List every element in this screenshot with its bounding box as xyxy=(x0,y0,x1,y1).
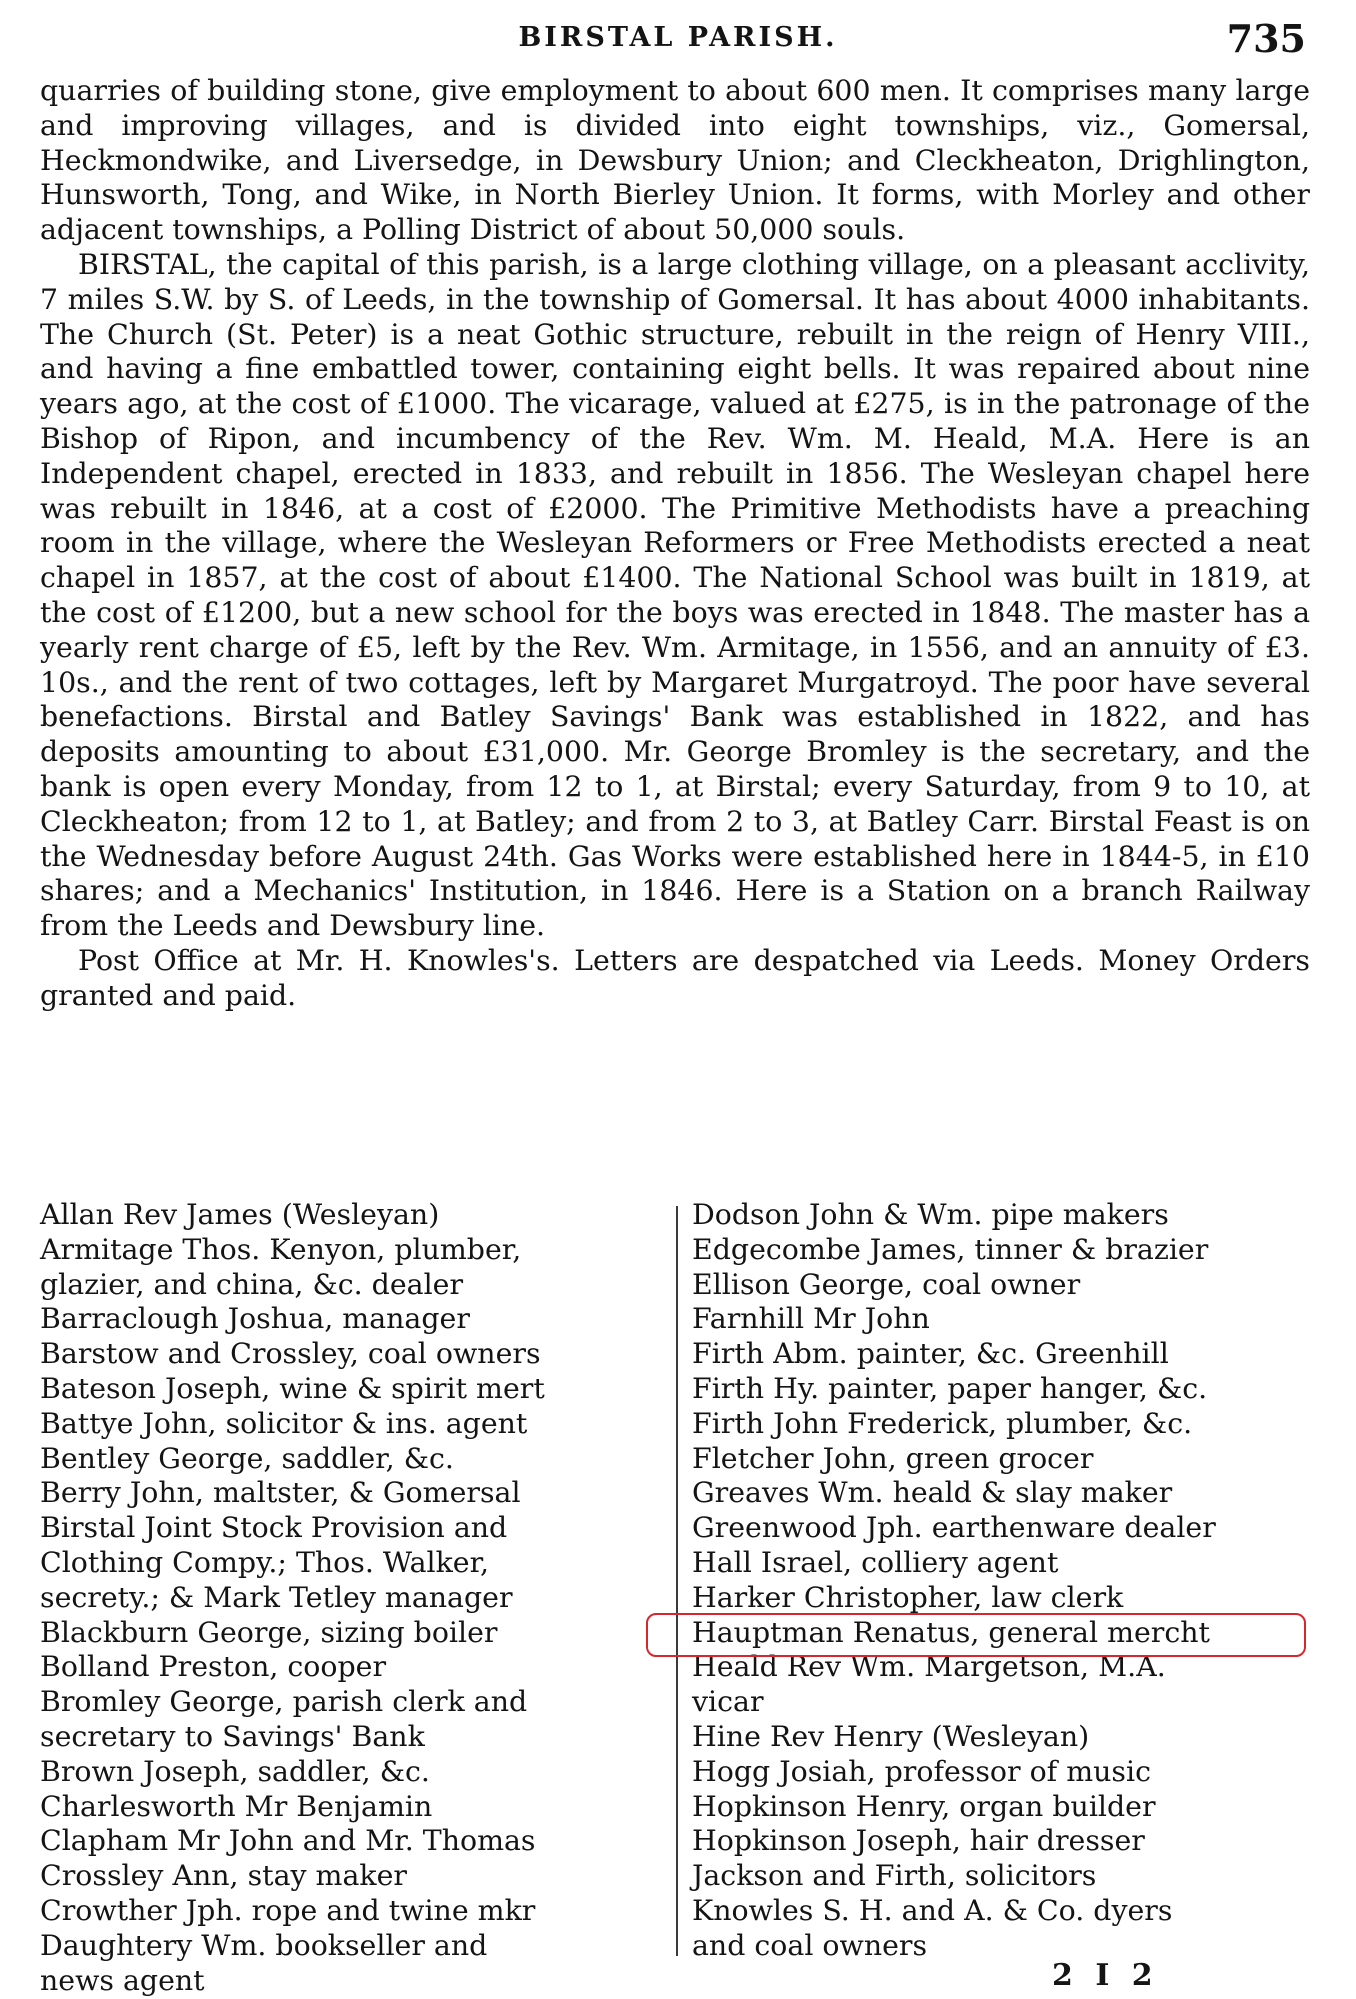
entry-line: Bolland Preston, cooper xyxy=(40,1650,387,1684)
directory-entry xyxy=(692,1581,1320,1616)
directory-entry xyxy=(692,1302,1320,1337)
directory-entry xyxy=(692,1372,1320,1407)
entry-continuation: secrety.; & Mark Tetley manager xyxy=(40,1580,513,1614)
entry-line: Blackburn George, sizing boiler xyxy=(40,1615,498,1649)
page-number: 735 xyxy=(1226,16,1306,61)
directory-entry xyxy=(40,1476,662,1511)
highlight-box xyxy=(646,1613,1306,1657)
entry-line: Barraclough Joshua, manager xyxy=(40,1302,470,1336)
directory-entry xyxy=(40,1859,662,1894)
entry-line: Daughtery Wm. bookseller and xyxy=(40,1928,488,1962)
directory-entry xyxy=(692,1442,1320,1477)
signature-mark: 2 I 2 xyxy=(1052,1958,1159,1993)
directory-entry xyxy=(40,1372,662,1407)
directory-entry xyxy=(692,1407,1320,1442)
entry-line: Berry John, maltster, & Gomersal xyxy=(40,1476,521,1510)
entry-line: Dodson John & Wm. pipe makers xyxy=(692,1198,1169,1231)
entry-line: Jackson and Firth, solicitors xyxy=(692,1859,1097,1893)
directory-entry xyxy=(692,1894,1320,1964)
entry-line: Barstow and Crossley, coal owners xyxy=(40,1337,541,1371)
directory-entry xyxy=(40,1198,662,1233)
entry-line: Hopkinson Henry, organ builder xyxy=(692,1789,1156,1823)
entry-continuation: secretary to Savings' Bank xyxy=(40,1719,425,1753)
entry-line: Brown Joseph, saddler, &c. xyxy=(40,1754,430,1788)
directory-entry xyxy=(40,1233,662,1303)
entry-line: Greenwood Jph. earthenware dealer xyxy=(692,1511,1216,1545)
directory-entry xyxy=(40,1790,662,1825)
column-divider xyxy=(676,1206,678,1956)
entry-line: Fletcher John, green grocer xyxy=(692,1441,1094,1475)
entry-line: Hall Israel, colliery agent xyxy=(692,1545,1059,1579)
entry-line: Battye John, solicitor & ins. agent xyxy=(40,1406,528,1440)
directory-entry xyxy=(692,1824,1320,1859)
paragraph-birstal: BIRSTAL, the capital of this parish, is a large clothing village, on a pleasant acclivity, 7 miles S.W. by S. of Leeds, in the township of Gomersal. It has about 4000 inhabitants. The Church (St. Peter) is a neat Gothic structure, rebuilt in the reign of Henry VIII., and having a fine embattled tower, containing eight bells. It was repaired about nine years ago, at the cost of £1000. The vicarage, valued at £275, is in the patronage of the Bishop of Ripon, and incumbency of the Rev. Wm. M. Heald, M.A. Here is an Independent chapel, erected in 1833, and rebuilt in 1856. The Wesleyan chapel here was rebuilt in 1846, at a cost of £2000. The Primitive Methodists have a preaching room in the village, where the Wesleyan Reformers or Free Methodists erected a neat chapel in 1857, at the cost of about £1400. The National School was built in 1819, at the cost of £1200, but a new school for the boys was erected in 1848. The master has a yearly rent charge of £5, left by the Rev. Wm. Armitage, in 1556, and an annuity of £3. 10s., and the rent of two cottages, left by Margaret Murgatroyd. The poor have several benefactions. Birstal and Batley Savings' Bank was established in 1822, and has deposits amounting to about £31,000. Mr. George Bromley is the secretary, and the bank is open every Monday, from 12 to 1, at Birstal; every Saturday, from 9 to 10, at Cleckheaton; from 12 to 1, at Batley; and from 2 to 3, at Batley Carr. Birstal Feast is on the Wednesday before August 24th. Gas Works were established here in 1844-5, in £10 shares; and a Mechanics' Institution, in 1846. Here is a Station on a branch Railway from the Leeds and Dewsbury line. xyxy=(40,247,1310,943)
directory-entry xyxy=(40,1685,662,1755)
directory-entry xyxy=(692,1650,1320,1720)
directory-entry xyxy=(692,1859,1320,1894)
directory-entry xyxy=(40,1929,662,1999)
entry-line: Hauptman Renatus, general mercht xyxy=(692,1615,1210,1649)
directory-entry xyxy=(40,1755,662,1790)
entry-continuation: Clothing Compy.; Thos. Walker, xyxy=(40,1545,490,1579)
directory-entry xyxy=(692,1755,1320,1790)
page-header xyxy=(40,16,1316,62)
entry-line: Hine Rev Henry (Wesleyan) xyxy=(692,1719,1090,1753)
directory-entry xyxy=(692,1337,1320,1372)
entry-line: Knowles S. H. and A. & Co. dyers xyxy=(692,1893,1173,1927)
directory-entry xyxy=(692,1198,1320,1233)
directory-entry xyxy=(40,1894,662,1929)
entry-line: Clapham Mr John and Mr. Thomas xyxy=(40,1824,536,1858)
entry-continuation: glazier, and china, &c. dealer xyxy=(40,1267,464,1301)
directory-entry xyxy=(40,1337,662,1372)
entry-line: Armitage Thos. Kenyon, plumber, xyxy=(40,1232,522,1266)
entry-continuation: vicar xyxy=(692,1685,764,1719)
entry-continuation: and coal owners xyxy=(692,1928,928,1962)
directory-column-left xyxy=(40,1198,662,1998)
entry-line: Ellison George, coal owner xyxy=(692,1267,1081,1301)
directory-entry xyxy=(692,1268,1320,1303)
entry-line: Bromley George, parish clerk and xyxy=(40,1685,528,1719)
entry-line: Birstal Joint Stock Provision and xyxy=(40,1511,508,1545)
directory-entry xyxy=(40,1650,662,1685)
entry-line: Bentley George, saddler, &c. xyxy=(40,1441,454,1475)
entry-line: Bateson Joseph, wine & spirit mert xyxy=(40,1371,545,1405)
entry-line: Edgecombe James, tinner & brazier xyxy=(692,1232,1209,1266)
directory-entry xyxy=(40,1442,662,1477)
directory-entry xyxy=(692,1511,1320,1546)
entry-line: Heald Rev Wm. Margetson, M.A. xyxy=(692,1650,1166,1684)
entry-line: Firth Abm. painter, &c. Greenhill xyxy=(692,1337,1169,1371)
directory-entry xyxy=(40,1302,662,1337)
entry-line: Allan Rev James (Wesleyan) xyxy=(40,1198,440,1231)
directory-entry xyxy=(692,1476,1320,1511)
entry-line: Hopkinson Joseph, hair dresser xyxy=(692,1824,1145,1858)
entry-line: Firth Hy. painter, paper hanger, &c. xyxy=(692,1371,1208,1405)
directory-entry xyxy=(692,1790,1320,1825)
directory-entry xyxy=(40,1824,662,1859)
paragraph-post-office: Post Office at Mr. H. Knowles's. Letters are despatched via Leeds. Money Orders granted and paid. xyxy=(40,943,1310,1012)
directory-entry xyxy=(692,1720,1320,1755)
directory-column-right xyxy=(692,1198,1320,1964)
directory-entry xyxy=(40,1511,662,1615)
entry-line: Charlesworth Mr Benjamin xyxy=(40,1789,433,1823)
entry-line: Crowther Jph. rope and twine mkr xyxy=(40,1893,536,1927)
entry-continuation: news agent xyxy=(40,1963,205,1997)
entry-line: Greaves Wm. heald & slay maker xyxy=(692,1476,1173,1510)
entry-line: Farnhill Mr John xyxy=(692,1302,930,1336)
running-title: BIRSTAL PARISH. xyxy=(518,22,838,53)
directory-entry xyxy=(692,1546,1320,1581)
directory-entry xyxy=(40,1407,662,1442)
directory-entry xyxy=(692,1233,1320,1268)
entry-line: Hogg Josiah, professor of music xyxy=(692,1754,1151,1788)
paragraph-intro: quarries of building stone, give employment to about 600 men. It comprises many large and improving villages, and is divided into eight townships, viz., Gomersal, Heckmondwike, and Liversedge, in Dewsbury Union; and Cleckheaton, Drighlington, Hunsworth, Tong, and Wike, in North Bierley Union. It forms, with Morley and other adjacent townships, a Polling District of about 50,000 souls. xyxy=(40,74,1310,247)
entry-line: Firth John Frederick, plumber, &c. xyxy=(692,1406,1193,1440)
entry-line: Harker Christopher, law clerk xyxy=(692,1580,1124,1614)
parish-description xyxy=(40,74,1310,1014)
entry-line: Crossley Ann, stay maker xyxy=(40,1859,407,1893)
directory-entry xyxy=(40,1616,662,1651)
